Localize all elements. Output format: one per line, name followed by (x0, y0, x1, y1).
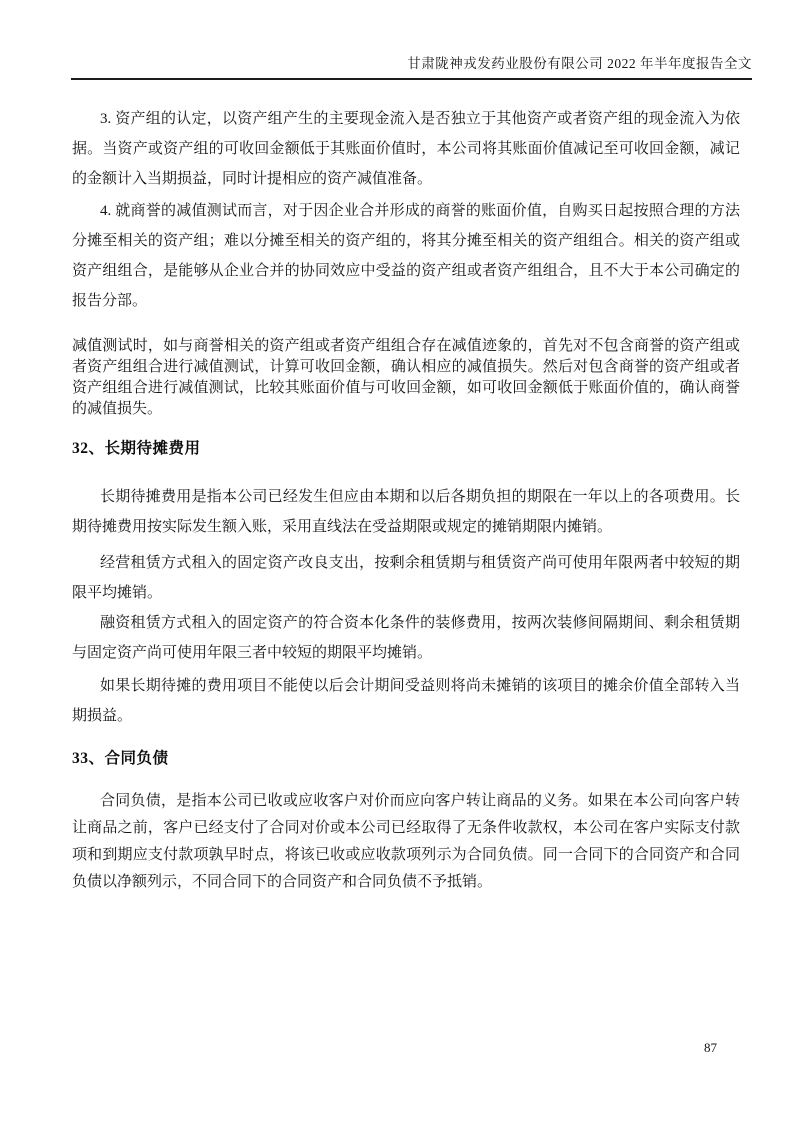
page-header (71, 55, 752, 80)
page-number: 87 (704, 1040, 717, 1055)
paragraph-ltde-operating-lease: 经营租赁方式租入的固定资产改良支出，按剩余租赁期与租赁资产尚可使用年限两者中较短的期限平均摊销。 (72, 555, 740, 601)
paragraph-ltde-finance-lease: 融资租赁方式租入的固定资产的符合资本化条件的装修费用，按两次装修间隔期间、剩余租赁期与固定资产尚可使用年限三者中较短的期限平均摊销。 (72, 615, 740, 661)
paragraph-impairment-testing: 减值测试时，如与商誉相关的资产组或者资产组组合存在减值迹象的，首先对不包含商誉的资产组或者资产组组合进行减值测试，计算可收回金额，确认相应的减值损失。然后对包含商誉的资产组或者资产组组合进行减值测试，比较其账面价值与可收回金额，如可收回金额低于账面价值的，确认商誉的减值损失。 (72, 338, 740, 417)
paragraph-asset-group-recognition: 3. 资产组的认定，以资产组产生的主要现金流入是否独立于其他资产或者资产组的现金流入为依据。当资产或资产组的可收回金额低于其账面价值时，本公司将其账面价值减记至可收回金额，减记的金额计入当期损益，同时计提相应的资产减值准备。 (72, 111, 740, 187)
paragraph-contract-liabilities: 合同负债，是指本公司已收或应收客户对价而应向客户转让商品的义务。如果在本公司向客户转让商品之前，客户已经支付了合同对价或本公司已经取得了无条件收款权，本公司在客户实际支付款项和到期应支付款项孰早时点，将该已收或应收款项列示为合同负债。同一合同下的合同资产和合同负债以净额列示，不同合同下的合同资产和合同负债不予抵销。 (72, 793, 740, 890)
section-heading-33-contract-liabilities: 33、合同负债 (72, 750, 169, 767)
document-body (72, 104, 740, 896)
paragraph-ltde-definition: 长期待摊费用是指本公司已经发生但应由本期和以后各期负担的期限在一年以上的各项费用。长期待摊费用按实际发生额入账，采用直线法在受益期限或规定的摊销期限内摊销。 (72, 489, 740, 535)
paragraph-ltde-writeoff: 如果长期待摊的费用项目不能使以后会计期间受益则将尚未摊销的该项目的摊余价值全部转入当期损益。 (72, 678, 740, 724)
section-heading-32-long-term-deferred-expenses: 32、长期待摊费用 (72, 440, 201, 457)
header-title: 甘肃陇神戎发药业股份有限公司 2022 年半年度报告全文 (407, 56, 752, 71)
page-footer (704, 1040, 717, 1056)
paragraph-goodwill-impairment: 4. 就商誉的减值测试而言，对于因企业合并形成的商誉的账面价值，自购买日起按照合理的方法分摊至相关的资产组；难以分摊至相关的资产组的，将其分摊至相关的资产组组合。相关的资产组或资产组组合，是能够从企业合并的协同效应中受益的资产组或者资产组组合，且不大于本公司确定的报告分部。 (72, 203, 740, 309)
